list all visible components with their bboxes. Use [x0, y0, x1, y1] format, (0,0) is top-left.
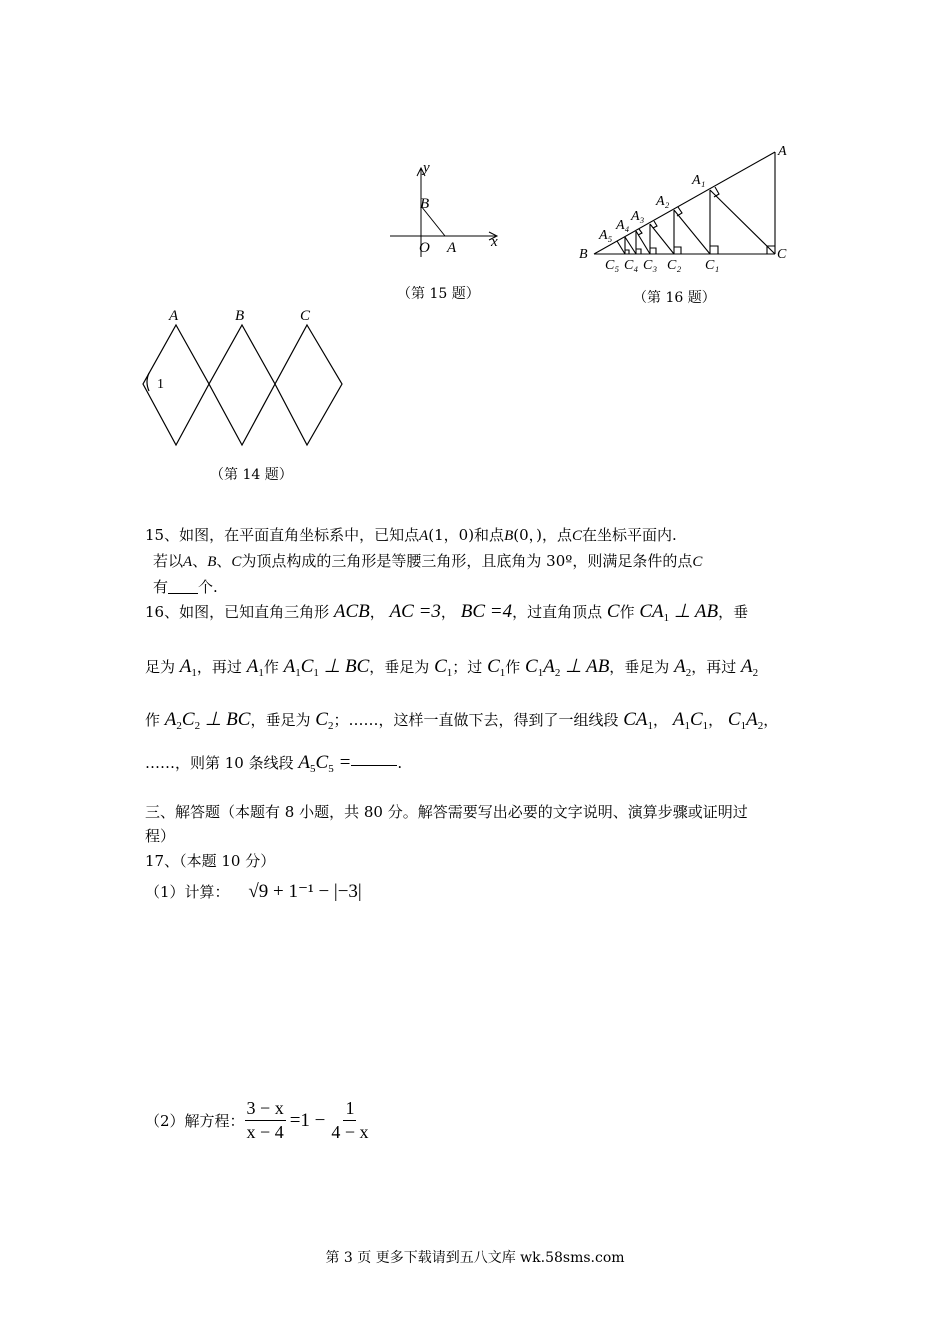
label-c: C: [777, 247, 787, 262]
question-15: 15、如图，在平面直角坐标系中，已知点A(1，0)和点B(0，)，点C在坐标平面内. 若以A、B、C为顶点构成的三角形是等腰三角形，且底角为 30º，则满足条件的点C 有 个.: [145, 526, 703, 596]
question-16: 16、如图，已知直角三角形 ACB， AC =3， BC =4，过直角顶点 C作 $CA_1$ ⊥ AB，垂 足为 $A_1$，再过 $A_1$作 $A_1C_1$ ⊥ BC，垂足为 $C_1$；过 $C_1$作 $C_1A_2$ ⊥ AB，垂足为 $A_2$，再过 $A_2$ 作 $A_2C_2$ ⊥ BC，垂足为 $C_2$；……，这样一直做下去，得到了一组线段 $CA_1$， $A_1C_1$， $C_1A_2$， ……，则第 10 条线段 $A_5C_5$ = .: [145, 601, 779, 775]
label-b: B: [420, 196, 430, 212]
question-17-part-1: （1）计算： √9 + 1⁻¹ − |−3|: [145, 881, 362, 902]
section-3-heading: 三、解答题（本题有 8 小题，共 80 分。解答需要写出必要的文字说明、演算步骤或证明过 程）: [145, 803, 748, 845]
label-b: B: [579, 247, 588, 262]
caption-fig14: （第 14 题）: [210, 467, 293, 483]
label-c4: C₄: [624, 258, 639, 273]
answer-blank[interactable]: [168, 579, 198, 594]
label-a: A: [447, 240, 457, 256]
figure-15: [385, 158, 510, 258]
fraction-right: $\frac{1}{4 - x}$: [331, 1098, 369, 1142]
label-a1: A₁: [692, 173, 706, 188]
fraction-left: $\frac{3 - x}{x - 4}$: [246, 1098, 284, 1142]
figure-14: [135, 303, 355, 458]
label-a4: A₄: [616, 218, 630, 233]
label-c3: C₃: [643, 258, 658, 273]
answer-blank[interactable]: [351, 755, 397, 766]
figure-16: [570, 138, 800, 278]
question-17-part-2: （2）解方程： $\frac{3 - x}{x - 4}$ =1 − $\frac{1}{4 - x}$: [145, 1098, 369, 1142]
label-a: A: [778, 144, 787, 159]
label-a5: A₅: [599, 228, 613, 243]
label-a: A: [169, 308, 179, 324]
label-angle-1: 1: [157, 377, 164, 392]
label-o: O: [419, 240, 430, 256]
page-footer: 第 3 页 更多下载请到五八文库 wk.58sms.com: [325, 1250, 625, 1266]
label-c5: C₅: [605, 258, 620, 273]
label-x: x: [491, 234, 498, 250]
expression-1: √9 + 1⁻¹ − |−3|: [248, 881, 362, 902]
label-c2: C₂: [667, 258, 682, 273]
question-17-head: 17、（本题 10 分）: [145, 852, 276, 870]
label-c: C: [300, 308, 311, 324]
label-c1: C₁: [705, 258, 720, 273]
caption-fig15: （第 15 题）: [397, 286, 480, 302]
label-a3: A₃: [631, 209, 645, 224]
label-y: y: [423, 160, 430, 176]
caption-fig16: （第 16 题）: [633, 290, 716, 306]
label-b: B: [235, 308, 245, 324]
label-a2: A₂: [656, 194, 670, 209]
